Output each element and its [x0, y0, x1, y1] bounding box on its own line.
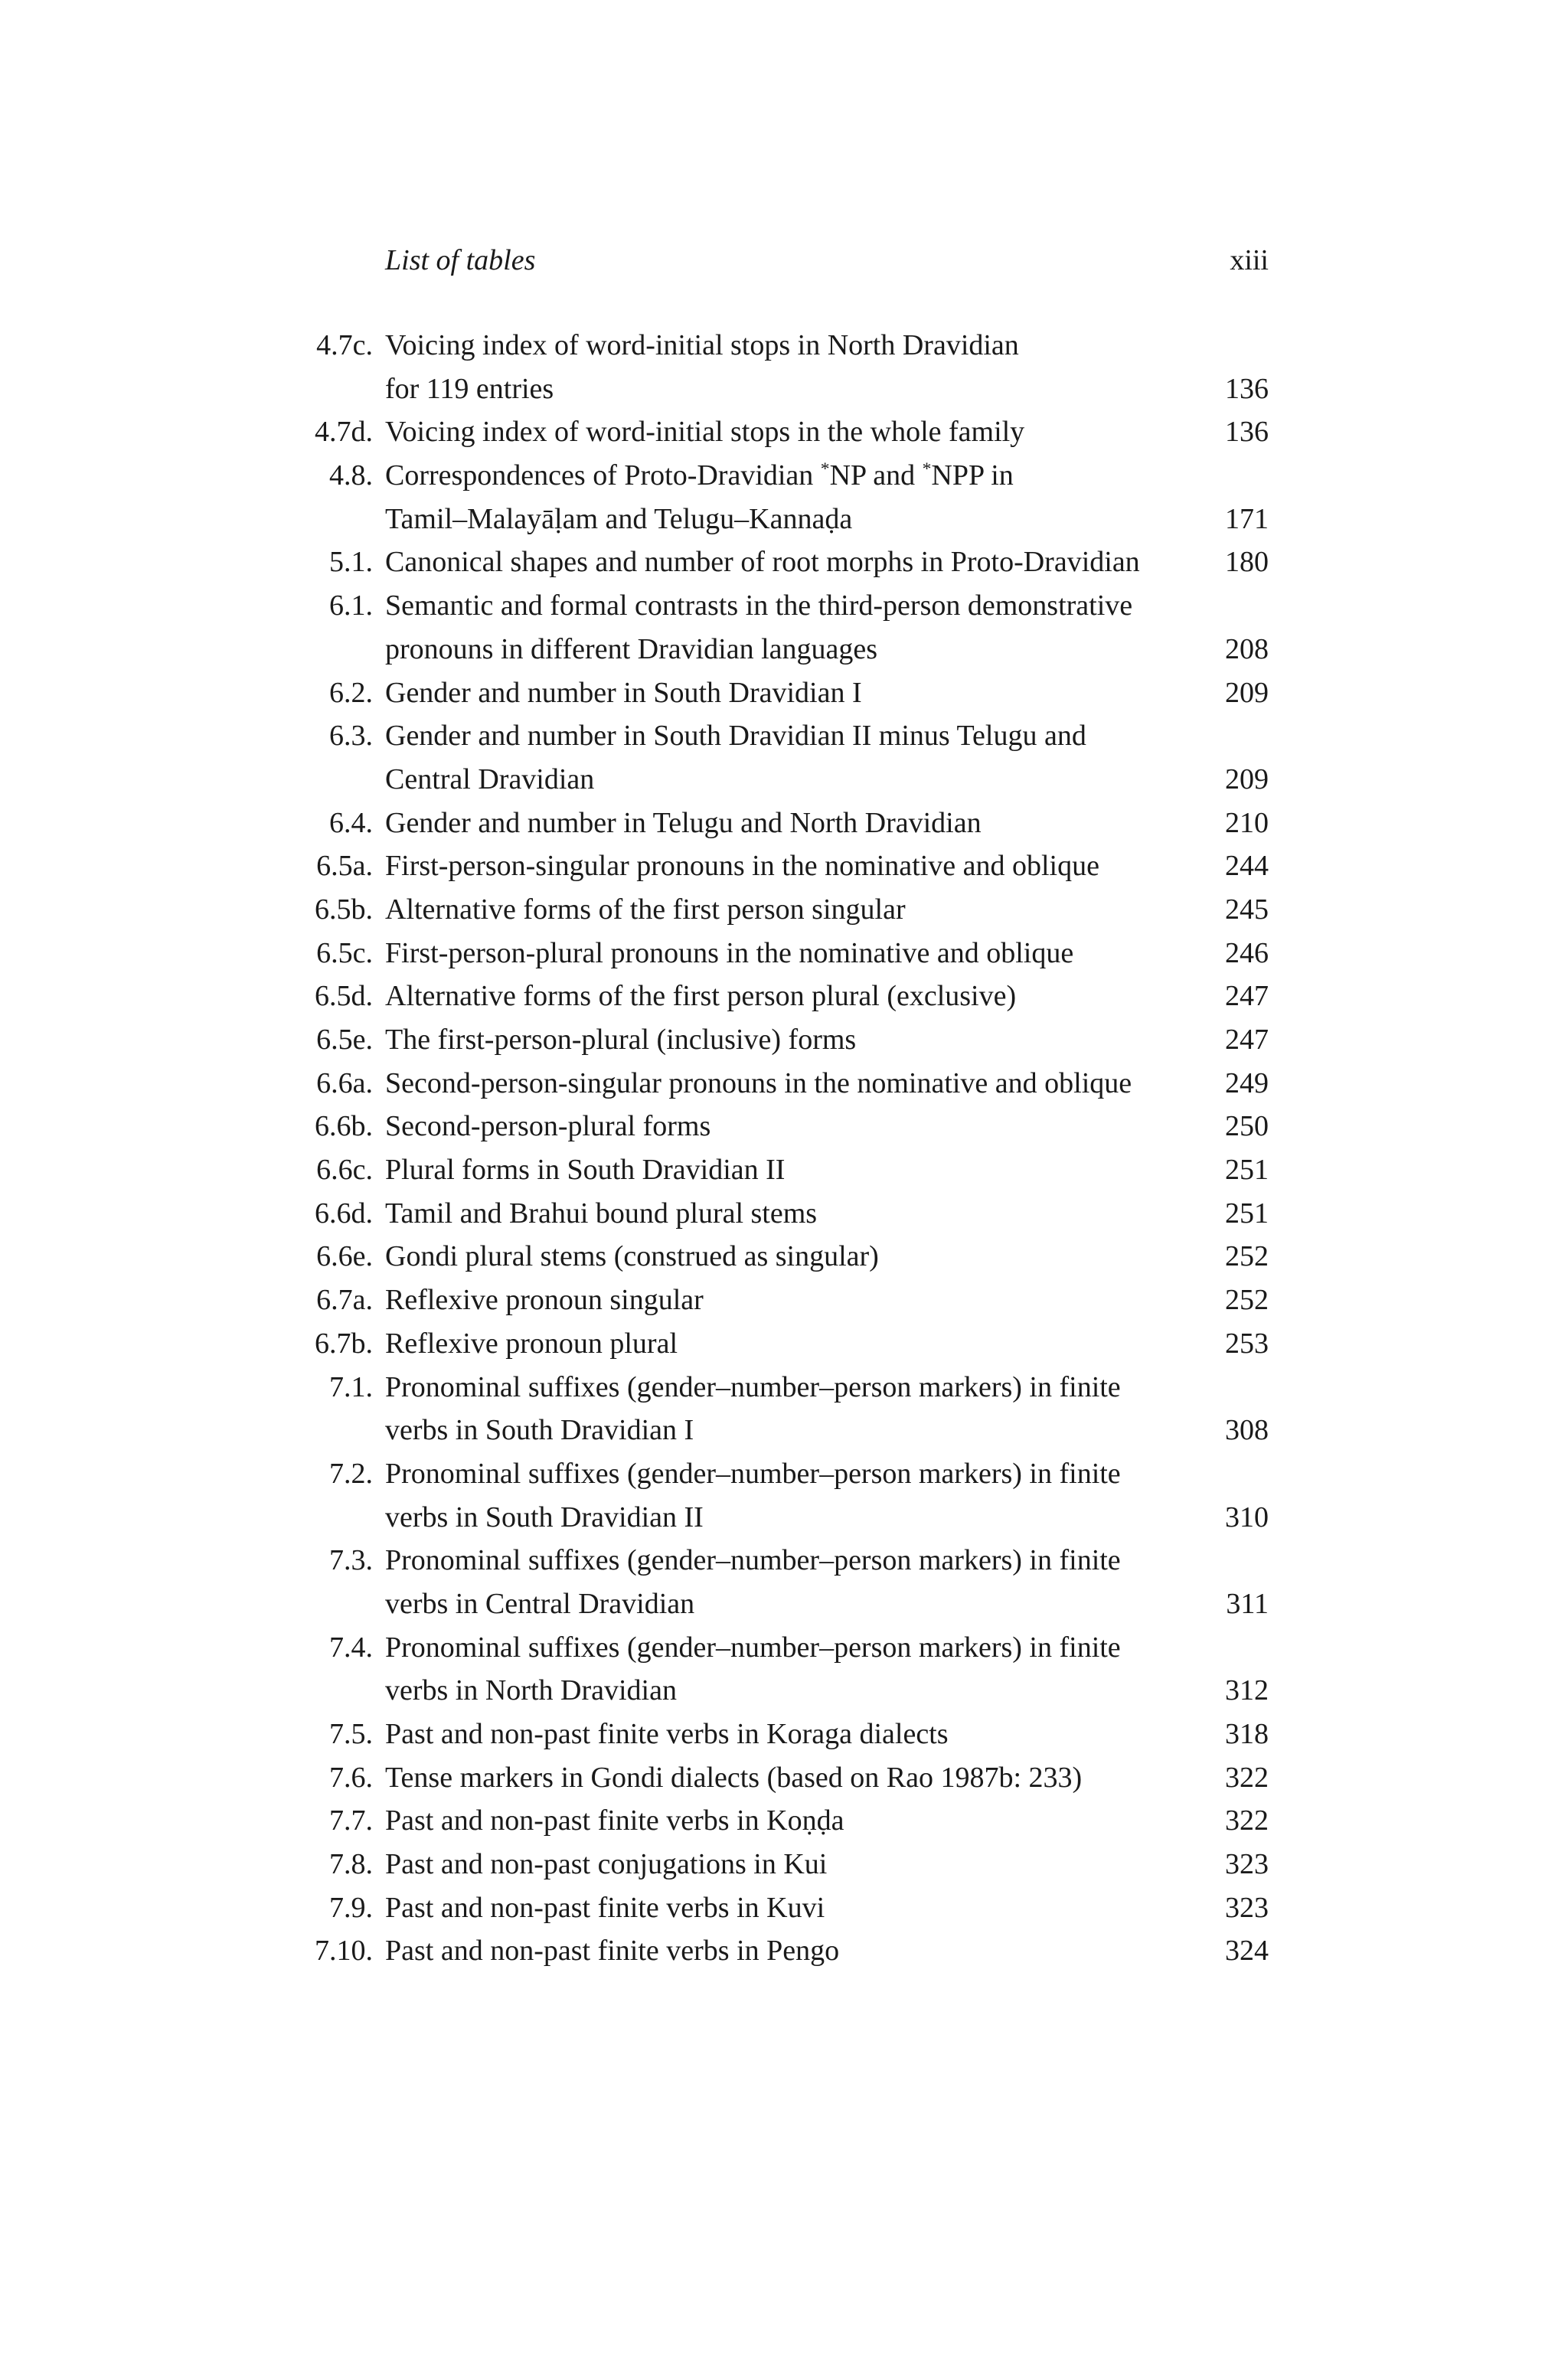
table-entry — [276, 1539, 1269, 1625]
page-ref: 249 — [1225, 1066, 1269, 1099]
table-number: 6.7a. — [316, 1284, 373, 1317]
table-entry — [276, 1322, 1269, 1366]
table-entry — [276, 410, 1269, 454]
table-title: pronouns in different Dravidian languages — [385, 632, 878, 665]
table-entry — [276, 1756, 1269, 1800]
table-entry — [276, 1148, 1269, 1192]
table-title: Plural forms in South Dravidian II — [385, 1154, 786, 1187]
entry-line — [276, 844, 1269, 888]
table-number: 4.8. — [329, 459, 373, 492]
table-title: Tamil–Malayāḷam and Telugu–Kannaḍa — [385, 502, 853, 535]
page-ref: 252 — [1225, 1240, 1269, 1273]
table-title: for 119 entries — [385, 372, 554, 405]
page-ref: 244 — [1225, 850, 1269, 883]
table-number: 6.5d. — [315, 980, 373, 1013]
entry-line — [276, 1148, 1269, 1192]
table-entry — [276, 802, 1269, 845]
page-ref: 209 — [1225, 763, 1269, 795]
table-entry — [276, 932, 1269, 975]
entry-line — [276, 1929, 1269, 1973]
page-ref: 323 — [1225, 1891, 1269, 1924]
table-title: Reflexive pronoun singular — [385, 1284, 704, 1317]
entry-line — [276, 802, 1269, 845]
page-ref: 322 — [1225, 1804, 1269, 1837]
table-title: Correspondences of Proto-Dravidian *NP and *NPP in — [385, 459, 1014, 492]
entry-line — [276, 367, 1269, 411]
table-entry — [276, 1366, 1269, 1452]
table-number: 4.7c. — [316, 329, 373, 361]
page-ref: 310 — [1225, 1501, 1269, 1533]
page-number: xiii — [1230, 244, 1269, 276]
table-entry — [276, 1929, 1269, 1973]
table-title: Pronominal suffixes (gender–number–person markers) in finite — [385, 1370, 1121, 1403]
entry-line — [276, 1496, 1269, 1540]
table-number: 6.5b. — [315, 893, 373, 926]
table-number: 7.8. — [329, 1848, 373, 1881]
entry-line — [276, 454, 1269, 498]
table-number: 6.7b. — [315, 1327, 373, 1360]
entry-line — [276, 758, 1269, 802]
page-ref: 323 — [1225, 1848, 1269, 1881]
table-entry — [276, 1018, 1269, 1062]
page-ref: 208 — [1225, 632, 1269, 665]
table-title: Past and non-past finite verbs in Pengo — [385, 1935, 840, 1968]
table-number: 7.2. — [329, 1457, 373, 1490]
entry-line — [276, 1886, 1269, 1930]
page-ref: 311 — [1226, 1587, 1269, 1620]
page-ref: 251 — [1225, 1154, 1269, 1187]
table-title: Gondi plural stems (construed as singular) — [385, 1240, 879, 1273]
table-title: Semantic and formal contrasts in the third-person demonstrative — [385, 589, 1133, 622]
page-ref: 308 — [1225, 1414, 1269, 1447]
table-entry — [276, 1452, 1269, 1539]
table-number: 6.2. — [329, 676, 373, 709]
table-number: 6.6c. — [316, 1154, 373, 1187]
entry-line — [276, 324, 1269, 367]
entry-line — [276, 1366, 1269, 1409]
table-entry — [276, 975, 1269, 1018]
table-number: 7.1. — [329, 1370, 373, 1403]
table-title: Second-person-plural forms — [385, 1110, 711, 1143]
entry-line — [276, 1626, 1269, 1670]
entry-line — [276, 932, 1269, 975]
table-entry — [276, 540, 1269, 584]
table-number: 7.7. — [329, 1804, 373, 1837]
table-title: Pronominal suffixes (gender–number–person markers) in finite — [385, 1631, 1121, 1664]
table-title: Past and non-past finite verbs in Kuvi — [385, 1891, 825, 1924]
page-ref: 210 — [1225, 806, 1269, 839]
table-entry — [276, 454, 1269, 540]
table-number: 7.3. — [329, 1544, 373, 1577]
entry-line — [276, 498, 1269, 541]
table-title: Canonical shapes and number of root morphs in Proto-Dravidian — [385, 546, 1140, 579]
entry-line — [276, 1322, 1269, 1366]
entry-line — [276, 1105, 1269, 1148]
page-ref: 136 — [1225, 372, 1269, 405]
entry-line — [276, 1018, 1269, 1062]
table-number: 7.10. — [315, 1935, 373, 1968]
table-entry — [276, 671, 1269, 715]
table-number: 6.6a. — [316, 1066, 373, 1099]
page-ref: 252 — [1225, 1284, 1269, 1317]
page-ref: 253 — [1225, 1327, 1269, 1360]
table-title: First-person-singular pronouns in the nominative and oblique — [385, 850, 1099, 883]
page-ref: 171 — [1225, 502, 1269, 535]
page-ref: 209 — [1225, 676, 1269, 709]
table-title: Tense markers in Gondi dialects (based on Rao 1987b: 233) — [385, 1761, 1083, 1794]
table-title: Tamil and Brahui bound plural stems — [385, 1197, 818, 1230]
table-entry — [276, 1062, 1269, 1105]
table-title: Reflexive pronoun plural — [385, 1327, 678, 1360]
table-entry — [276, 1843, 1269, 1886]
table-entry — [276, 1626, 1269, 1713]
page-ref: 245 — [1225, 893, 1269, 926]
page-ref: 180 — [1225, 546, 1269, 579]
table-number: 6.5c. — [316, 936, 373, 969]
table-title: verbs in South Dravidian I — [385, 1414, 694, 1447]
entry-line — [276, 1713, 1269, 1756]
table-title: Voicing index of word-initial stops in North Dravidian — [385, 329, 1019, 361]
table-title: Voicing index of word-initial stops in the whole family — [385, 416, 1025, 449]
table-entry — [276, 888, 1269, 932]
table-number: 6.1. — [329, 589, 373, 622]
page-ref: 324 — [1225, 1935, 1269, 1968]
table-number: 6.6b. — [315, 1110, 373, 1143]
entry-line — [276, 1409, 1269, 1452]
table-title: Past and non-past conjugations in Kui — [385, 1848, 828, 1881]
entry-line — [276, 975, 1269, 1018]
page-ref: 247 — [1225, 1024, 1269, 1056]
entry-line — [276, 1756, 1269, 1800]
page-ref: 136 — [1225, 416, 1269, 449]
table-title: Second-person-singular pronouns in the nominative and oblique — [385, 1066, 1132, 1099]
reconstruction-asterisk: * — [922, 459, 932, 480]
table-number: 7.4. — [329, 1631, 373, 1664]
page-ref: 247 — [1225, 980, 1269, 1013]
entry-line — [276, 1235, 1269, 1279]
table-title: Gender and number in Telugu and North Dravidian — [385, 806, 982, 839]
entry-line — [276, 628, 1269, 671]
table-number: 7.9. — [329, 1891, 373, 1924]
table-title: Past and non-past finite verbs in Koṇḍa — [385, 1804, 844, 1837]
table-number: 6.6d. — [315, 1197, 373, 1230]
entry-line — [276, 1452, 1269, 1496]
table-entry — [276, 584, 1269, 671]
table-entry — [276, 1105, 1269, 1148]
page-ref: 312 — [1225, 1674, 1269, 1707]
entry-line — [276, 1192, 1269, 1236]
table-title: verbs in South Dravidian II — [385, 1501, 704, 1533]
table-entry — [276, 714, 1269, 801]
table-entry — [276, 324, 1269, 410]
table-title: First-person-plural pronouns in the nominative and oblique — [385, 936, 1074, 969]
entry-line — [276, 584, 1269, 628]
table-number: 6.3. — [329, 720, 373, 753]
reconstruction-asterisk: * — [820, 459, 830, 480]
page-ref: 318 — [1225, 1718, 1269, 1750]
page-ref: 322 — [1225, 1761, 1269, 1794]
table-title: The first-person-plural (inclusive) forms — [385, 1024, 857, 1056]
table-title: Gender and number in South Dravidian II minus Telugu and — [385, 720, 1086, 753]
table-number: 6.6e. — [316, 1240, 373, 1273]
table-title: verbs in North Dravidian — [385, 1674, 677, 1707]
table-entry — [276, 1713, 1269, 1756]
table-entry — [276, 1799, 1269, 1843]
entry-line — [276, 1062, 1269, 1105]
entry-line — [276, 1669, 1269, 1713]
table-entry — [276, 1279, 1269, 1322]
table-title: verbs in Central Dravidian — [385, 1587, 695, 1620]
table-entry — [276, 1235, 1269, 1279]
table-number: 6.4. — [329, 806, 373, 839]
entry-line — [276, 1539, 1269, 1582]
entry-line — [276, 410, 1269, 454]
entry-line — [276, 1279, 1269, 1322]
list-of-tables — [276, 324, 1269, 1973]
table-title: Central Dravidian — [385, 763, 595, 795]
table-title: Past and non-past finite verbs in Koraga dialects — [385, 1718, 949, 1750]
table-title: Alternative forms of the first person singular — [385, 893, 906, 926]
entry-line — [276, 714, 1269, 758]
table-number: 6.5a. — [316, 850, 373, 883]
entry-line — [276, 671, 1269, 715]
table-entry — [276, 844, 1269, 888]
table-title: Gender and number in South Dravidian I — [385, 676, 862, 709]
table-title: Alternative forms of the first person plural (exclusive) — [385, 980, 1017, 1013]
entry-line — [276, 1582, 1269, 1626]
table-number: 4.7d. — [315, 416, 373, 449]
table-number: 7.6. — [329, 1761, 373, 1794]
entry-line — [276, 1799, 1269, 1843]
table-entry — [276, 1192, 1269, 1236]
entry-line — [276, 540, 1269, 584]
table-title: Pronominal suffixes (gender–number–person markers) in finite — [385, 1544, 1121, 1577]
table-number: 5.1. — [329, 546, 373, 579]
table-entry — [276, 1886, 1269, 1930]
page-ref: 251 — [1225, 1197, 1269, 1230]
entry-line — [276, 1843, 1269, 1886]
table-title: Pronominal suffixes (gender–number–person markers) in finite — [385, 1457, 1121, 1490]
table-number: 7.5. — [329, 1718, 373, 1750]
entry-line — [276, 888, 1269, 932]
page-ref: 250 — [1225, 1110, 1269, 1143]
page-ref: 246 — [1225, 936, 1269, 969]
running-head: List of tables — [385, 244, 536, 276]
page-header — [385, 239, 1269, 282]
table-number: 6.5e. — [316, 1024, 373, 1056]
